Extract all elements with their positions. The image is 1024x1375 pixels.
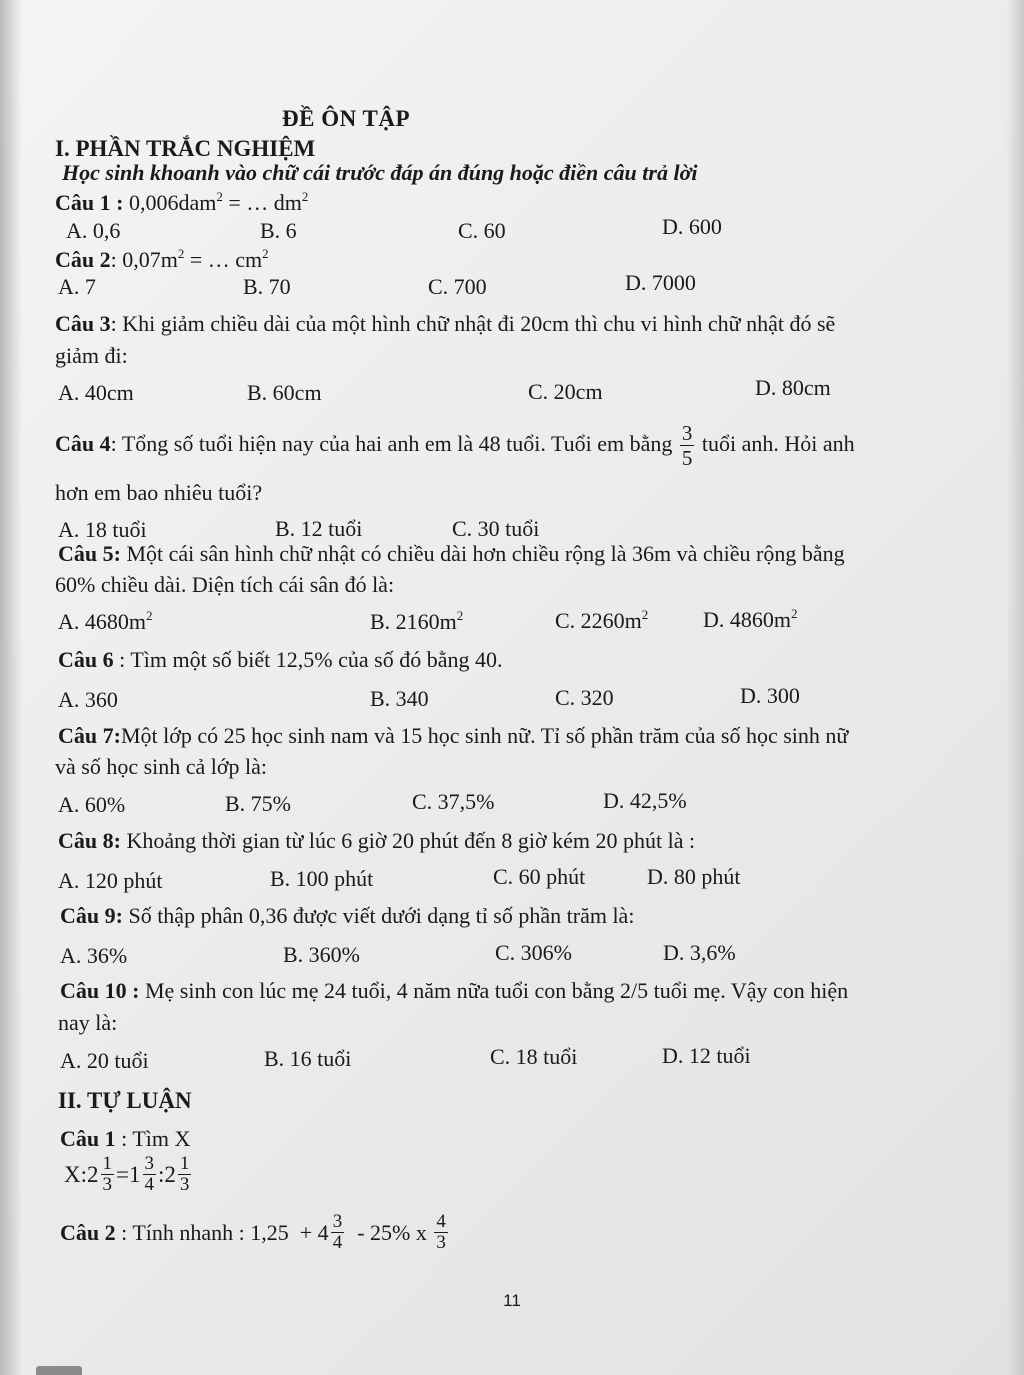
question-2 <box>55 247 269 273</box>
option-d[interactable]: D. 80 phút <box>647 864 741 889</box>
page-shadow-right <box>1006 0 1024 1375</box>
essay-question-2 <box>60 1212 450 1253</box>
question-label: Câu 3 <box>55 311 111 336</box>
option-c[interactable]: C. 320 <box>555 685 614 710</box>
question-3 <box>55 311 835 337</box>
question-text: 0,006dam <box>128 190 217 215</box>
page-number: 11 <box>503 1291 521 1310</box>
option-a[interactable]: A. 18 tuổi <box>58 517 147 542</box>
question-label: Câu 5: <box>58 541 121 566</box>
question-7 <box>58 723 848 749</box>
denominator: 4 <box>332 1232 343 1253</box>
numerator: 4 <box>436 1211 446 1232</box>
question-10-line-2: nay là: <box>58 1010 118 1035</box>
question-text: Số thập phân 0,36 được viết dưới dạng tỉ số phần trăm là: <box>122 903 635 928</box>
question-text: : 0,07m <box>110 247 178 272</box>
option-text: D. 4860m <box>703 607 791 632</box>
option-b[interactable]: B. 6 <box>260 218 297 243</box>
option-a[interactable]: A. 60% <box>58 792 126 817</box>
option-a[interactable]: A. 7 <box>58 274 96 299</box>
whole-number: 1 <box>129 1161 141 1187</box>
question-8 <box>58 828 695 854</box>
question-7-line-2: và số học sinh cả lớp là: <box>55 754 268 779</box>
essay-question-1 <box>60 1126 190 1152</box>
denominator: 3 <box>102 1174 113 1195</box>
option-d[interactable]: D. 300 <box>740 683 800 708</box>
question-6 <box>58 647 502 673</box>
superscript: 2 <box>177 246 185 261</box>
question-text: tuổi anh. Hỏi anh <box>701 431 855 456</box>
question-text: : Tìm một số biết 12,5% của số đó bằng 40. <box>113 647 503 672</box>
operator: = <box>116 1161 129 1187</box>
question-label: Câu 9: <box>60 903 123 928</box>
denominator: 3 <box>436 1232 446 1253</box>
page-shadow-left <box>0 0 22 1375</box>
option-b[interactable]: B. 12 tuổi <box>275 516 363 541</box>
option-c[interactable]: C. 18 tuổi <box>490 1044 578 1069</box>
question-label: Câu 4 <box>55 431 111 456</box>
question-text: - 25% x <box>346 1219 433 1245</box>
option-b[interactable]: B. 340 <box>370 686 429 711</box>
option-d[interactable] <box>703 607 798 633</box>
option-a[interactable]: A. 120 phút <box>58 868 163 893</box>
question-text: = … cm <box>184 247 263 272</box>
superscript: 2 <box>216 189 223 204</box>
question-label: Câu 2 <box>55 247 111 272</box>
question-label: Câu 1 : <box>55 190 124 215</box>
superscript: 2 <box>301 189 309 204</box>
denominator: 4 <box>144 1174 154 1195</box>
question-text: : Khi giảm chiều dài của một hình chữ nhật đi 20cm thì chu vi hình chữ nhật đó sẽ <box>110 311 836 336</box>
question-1 <box>55 190 308 216</box>
question-label: Câu 1 <box>60 1126 116 1151</box>
question-label: Câu 8: <box>58 828 121 853</box>
option-b[interactable]: B. 60cm <box>247 380 322 405</box>
question-3-line-2: giảm đi: <box>55 343 128 368</box>
question-label: Câu 10 : <box>60 978 140 1003</box>
fraction <box>178 1154 192 1195</box>
option-d[interactable]: D. 7000 <box>625 270 696 295</box>
option-a[interactable]: A. 40cm <box>58 380 134 405</box>
option-b[interactable] <box>370 609 463 635</box>
option-c[interactable]: C. 60 <box>458 218 506 243</box>
operator: : <box>80 1161 88 1187</box>
corner-tab <box>36 1366 82 1375</box>
superscript: 2 <box>641 607 649 622</box>
denominator: 3 <box>179 1174 190 1195</box>
option-c[interactable]: C. 37,5% <box>412 789 495 814</box>
question-text: : Tổng số tuổi hiện nay của hai anh em là 48 tuổi. Tuổi em bằng <box>110 431 673 456</box>
option-d[interactable]: D. 600 <box>662 214 722 239</box>
question-text: Một cái sân hình chữ nhật có chiều dài hơn chiều rộng là 36m và chiều rộng bằng <box>126 541 845 566</box>
option-d[interactable]: D. 12 tuổi <box>662 1043 751 1068</box>
option-a[interactable]: A. 360 <box>58 687 118 712</box>
fraction <box>331 1212 345 1253</box>
superscript: 2 <box>456 608 464 623</box>
option-a[interactable]: A. 36% <box>60 943 128 968</box>
option-b[interactable]: B. 360% <box>283 942 360 967</box>
option-b[interactable]: B. 100 phút <box>270 866 374 891</box>
question-9 <box>60 903 634 929</box>
question-4 <box>55 414 855 474</box>
whole-number: 2 <box>164 1161 176 1187</box>
question-10 <box>60 978 848 1004</box>
option-text: B. 2160m <box>370 609 457 634</box>
option-b[interactable]: B. 75% <box>225 791 291 816</box>
question-label: Câu 7: <box>58 723 121 748</box>
variable-x: X <box>64 1161 81 1187</box>
numerator: 1 <box>102 1153 113 1174</box>
question-text: Mẹ sinh con lúc mẹ 24 tuổi, 4 năm nữa tuổi con bằng 2/5 tuổi mẹ. Vậy con hiện <box>139 978 849 1003</box>
document-title: ĐỀ ÔN TẬP <box>282 106 411 131</box>
question-text: : Tìm X <box>115 1126 191 1151</box>
fraction <box>143 1154 157 1195</box>
option-c[interactable]: C. 30 tuổi <box>452 516 540 541</box>
section-heading-multiple-choice: I. PHẦN TRẮC NGHIỆM <box>55 136 316 161</box>
denominator: 5 <box>681 446 693 471</box>
option-text: C. 2260m <box>555 608 642 633</box>
question-label: Câu 6 <box>58 647 114 672</box>
superscript: 2 <box>791 606 798 621</box>
option-d[interactable]: D. 3,6% <box>663 940 736 965</box>
option-d[interactable]: D. 42,5% <box>603 788 687 813</box>
superscript: 2 <box>262 246 269 261</box>
question-text: : Tính nhanh : 1,25 + 4 <box>115 1219 329 1245</box>
numerator: 3 <box>144 1153 154 1174</box>
option-c[interactable]: C. 306% <box>495 940 572 965</box>
question-text: = … dm <box>222 190 302 215</box>
option-d[interactable]: D. 80cm <box>755 375 831 400</box>
question-label: Câu 2 <box>60 1219 116 1245</box>
equation-find-x <box>64 1154 193 1195</box>
option-b[interactable]: B. 16 tuổi <box>264 1046 352 1071</box>
option-c[interactable] <box>555 608 648 634</box>
superscript: 2 <box>146 608 153 623</box>
option-a[interactable]: A. 20 tuổi <box>60 1048 149 1073</box>
option-a[interactable]: A. 0,6 <box>66 218 121 243</box>
option-c[interactable]: C. 20cm <box>528 379 603 404</box>
question-5-line-2: 60% chiều dài. Diện tích cái sân đó là: <box>55 572 395 597</box>
fraction <box>101 1154 115 1195</box>
numerator: 3 <box>681 421 693 446</box>
fraction <box>434 1212 448 1253</box>
operator: : <box>158 1161 165 1187</box>
question-text: Khoảng thời gian từ lúc 6 giờ 20 phút đến 8 giờ kém 20 phút là : <box>120 828 696 853</box>
question-4-line-2: hơn em bao nhiêu tuổi? <box>55 480 263 505</box>
section-heading-essay: II. TỰ LUẬN <box>58 1088 192 1113</box>
option-c[interactable]: C. 60 phút <box>493 864 586 889</box>
option-b[interactable]: B. 70 <box>243 274 291 299</box>
whole-number: 2 <box>87 1161 99 1187</box>
numerator: 3 <box>332 1211 343 1232</box>
instruction-text: Học sinh khoanh vào chữ cái trước đáp án đúng hoặc điền câu trả lời <box>62 160 698 185</box>
option-c[interactable]: C. 700 <box>428 274 487 299</box>
option-text: A. 4680m <box>58 609 146 634</box>
fraction <box>680 421 695 470</box>
option-a[interactable] <box>58 609 153 635</box>
question-5 <box>58 541 845 567</box>
question-text: Một lớp có 25 học sinh nam và 15 học sinh nữ. Tỉ số phần trăm của số học sinh nữ <box>120 723 849 748</box>
numerator: 1 <box>179 1153 190 1174</box>
